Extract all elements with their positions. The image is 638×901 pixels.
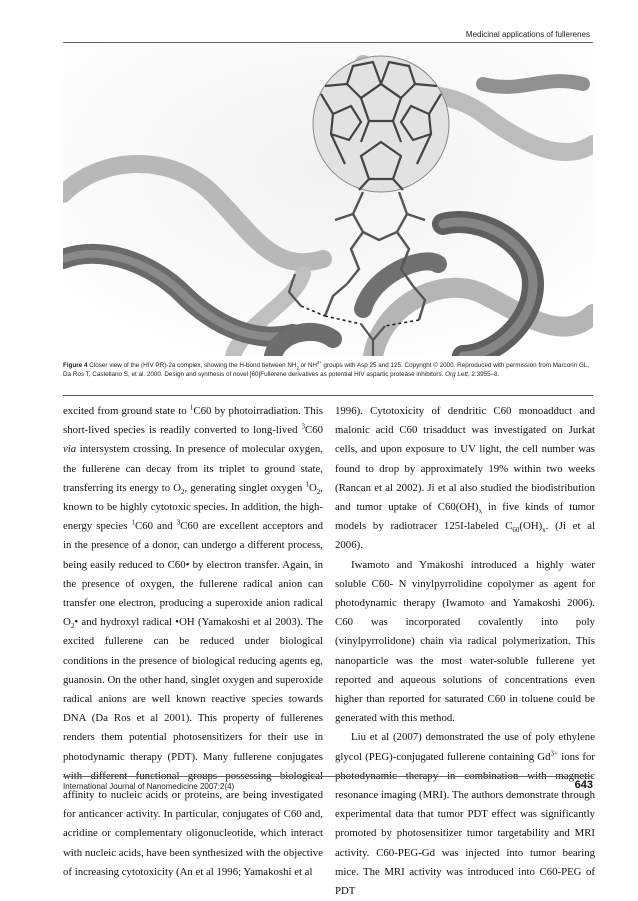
body-text: , known to be highly cytotoxic species. In addition, the high-energy species bbox=[63, 481, 323, 533]
body-text: C60 are excellent acceptors and in the presence of a donor, can undergo a different process, being easily reduced to C60• by electron transfer. Again, in the presence of oxygen, the fullerene radical anion can transfer one electron, producing a superoxide anion radical O bbox=[63, 520, 323, 629]
caption-text: Closer view of the (HIV PR)-2a complex, showing the H-bond between NH bbox=[89, 362, 297, 369]
caption-journal: Org Lett bbox=[445, 371, 468, 379]
body-text: C60 bbox=[305, 424, 323, 437]
caption-text: , 2:3955–8. bbox=[467, 371, 500, 379]
body-text: 1996). Cytotoxicity of dendritic C60 monoadduct and malonic acid C60 trisadduct was investigated on Jurkat cells, and upon exposure to UV light, the cell number was found to drop by approximately 19% within two weeks (Rancan et al 2002). Ji et al also studied the biodistribution and tumor uptake of C60(OH) bbox=[335, 405, 595, 514]
subscript: 2 bbox=[181, 487, 185, 496]
caption-text: groups with Asp 25 and 125. Copyright © 2000. Reproduced with permission from Marcorin GL, Da Ros T, Castellano S, et al. 2000. Design and synthesis of novel [60]Fullerene derivatives as potential HIV aspartic protease inhibitors. bbox=[63, 362, 590, 379]
body-text: intersystem crossing. In presence of molecular oxygen, the fullerene can decay from its triplet to ground state, transferring its energy to O bbox=[63, 443, 323, 494]
body-text: excited from ground state to bbox=[63, 405, 190, 417]
subscript: x bbox=[478, 507, 483, 516]
body-text: (OH) bbox=[519, 520, 543, 533]
body-text: C60 by photoirradiation. This short-lived species is readily converted to long-lived bbox=[63, 405, 324, 437]
superscript: 3 bbox=[176, 518, 181, 527]
caption-subscript: 2 bbox=[296, 365, 299, 371]
body-text: O bbox=[308, 481, 317, 494]
caption-label: Figure 4 bbox=[63, 362, 88, 369]
footer-journal: International Journal of Nanomedicine 2007:2(4) bbox=[63, 782, 235, 791]
superscript: 1 bbox=[305, 480, 309, 489]
left-paragraph-1 bbox=[63, 402, 323, 882]
body-text: . (Ji et al 2006). bbox=[335, 520, 595, 552]
right-paragraph-3 bbox=[335, 728, 595, 901]
right-paragraph-2: Iwamoto and Ymakoshi introduced a highly water soluble C60- N vinylpyrrolidine copolymer as agent for photodynamic therapy (Iwamoto and Yamakoshi 2006). C60 was incorporated covalently into poly (vinylpyrrolidone) chain via radical polymerization. This nanoparticle was the most water-soluble fullerene yet reported and aqueous solutions of concentrations even higher than reported for saturated C60 in toluene could be generated with this method. bbox=[335, 558, 595, 725]
body-text: C60 and bbox=[135, 520, 177, 533]
subscript: 60 bbox=[512, 526, 520, 535]
italic-text: via bbox=[63, 443, 77, 456]
superscript: 3 bbox=[301, 422, 305, 431]
header-rule bbox=[63, 42, 593, 43]
right-column bbox=[335, 402, 595, 901]
running-title: Medicinal applications of fullerenes bbox=[465, 30, 590, 39]
body-text: ions for photodynamic therapy in combination with magnetic resonance imaging (MRI). The authors demonstrate through experimental data that tumor PDT effect was significantly promoted by photosensitizer tumor targetability and MRI activity. C60-PEG-Gd was injected into tumor bearing mice. The MRI activity was introduced into C60-PEG of PDT bbox=[335, 750, 595, 898]
caption-text: or NH bbox=[298, 362, 317, 369]
subscript: 2 bbox=[70, 622, 75, 631]
superscript: 1 bbox=[189, 403, 194, 412]
footer-rule bbox=[63, 776, 593, 777]
figure-4-image bbox=[63, 44, 593, 356]
left-column bbox=[63, 402, 323, 882]
body-text: , generating singlet oxygen bbox=[184, 481, 306, 494]
page-number: 643 bbox=[574, 779, 593, 791]
fullerene-cage bbox=[313, 56, 449, 192]
figure-caption bbox=[63, 361, 595, 380]
body-text: Liu et al (2007) demonstrated the use of poly ethylene glycol (PEG)-conjugated fullerene containing Gd bbox=[335, 731, 595, 763]
subscript: 2 bbox=[316, 487, 321, 496]
caption-rule bbox=[63, 395, 593, 396]
body-text: • and hydroxyl radical •OH (Yamakoshi et al 2003). The excited fullerene can be reduced under biological conditions in the presence of biological reducing agents eg, guanosin. On the other hand, singlet oxygen and superoxide radical anions are well known reactive species towards DNA (Da Ros et al 2001). This property of fullerenes renders them potential photosensitizers for their use in photodynamic therapy (PDT). Many fullerene conjugates with different functional groups possessing biological affinity to nucleic acids or proteins, are being investigated for anticancer activity. In particular, conjugates of C60 and, acridine or complementary oligonucleotide, which interact with nucleic acids, have been synthesized with the objective of increasing cytotoxicity (An et al 1996; Yamakoshi et al bbox=[63, 616, 323, 878]
right-paragraph-1 bbox=[335, 402, 595, 556]
superscript: 3+ bbox=[550, 749, 558, 758]
superscript: 1 bbox=[131, 518, 135, 527]
body-text: in five kinds of tumor models by radiotracer 125I-labeled C bbox=[335, 501, 595, 533]
caption-superscript: 3+ bbox=[316, 359, 322, 365]
subscript: x bbox=[542, 526, 546, 535]
